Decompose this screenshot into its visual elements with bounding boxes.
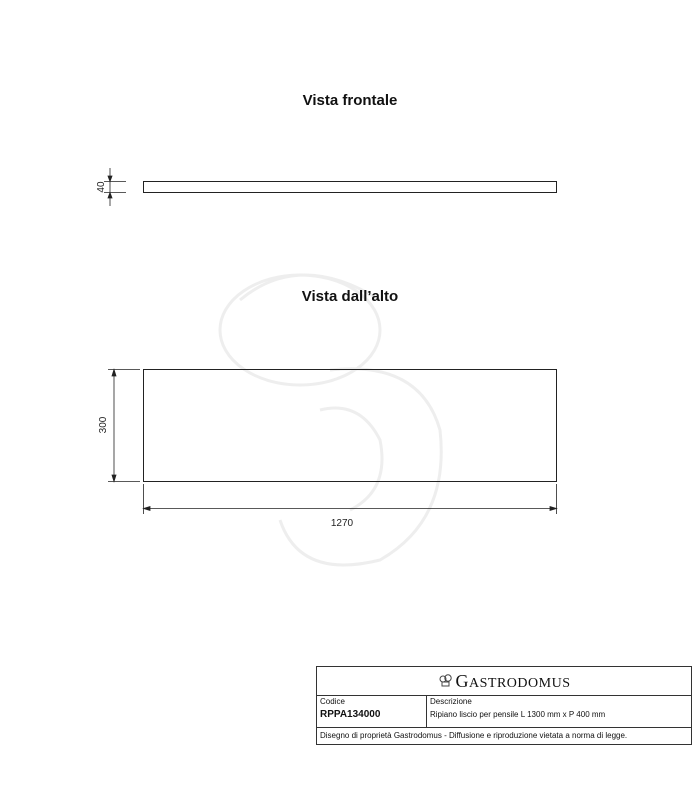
- front-height-dimension: [104, 168, 126, 206]
- brand-name: GASTRODOMUS: [455, 670, 571, 691]
- code-label: Codice: [320, 697, 345, 706]
- code-value: RPPA134000: [320, 709, 381, 720]
- width-dimension: [144, 484, 557, 514]
- title-block: [316, 666, 692, 745]
- top-depth-label: 300: [98, 416, 109, 434]
- front-height-label: 40: [96, 181, 107, 193]
- front-view-title: Vista frontale: [302, 92, 398, 109]
- top-depth-dimension: [108, 370, 140, 482]
- description-label: Descrizione: [430, 697, 472, 706]
- top-view-title: Vista dall’alto: [301, 288, 399, 305]
- front-view-shelf: [144, 182, 557, 193]
- description-value: Ripiano liscio per pensile L 1300 mm x P 400 mm: [430, 710, 606, 719]
- chef-hat-icon: [438, 673, 454, 689]
- top-view-shelf: [144, 370, 557, 482]
- brand-logo: [317, 667, 691, 696]
- width-label: 1270: [330, 518, 354, 529]
- code-cell: [317, 696, 427, 727]
- copyright-notice: Disegno di proprietà Gastrodomus - Diffusione e riproduzione vietata a norma di legge.: [320, 731, 628, 740]
- description-cell: [427, 696, 691, 727]
- code-description-row: [317, 696, 691, 728]
